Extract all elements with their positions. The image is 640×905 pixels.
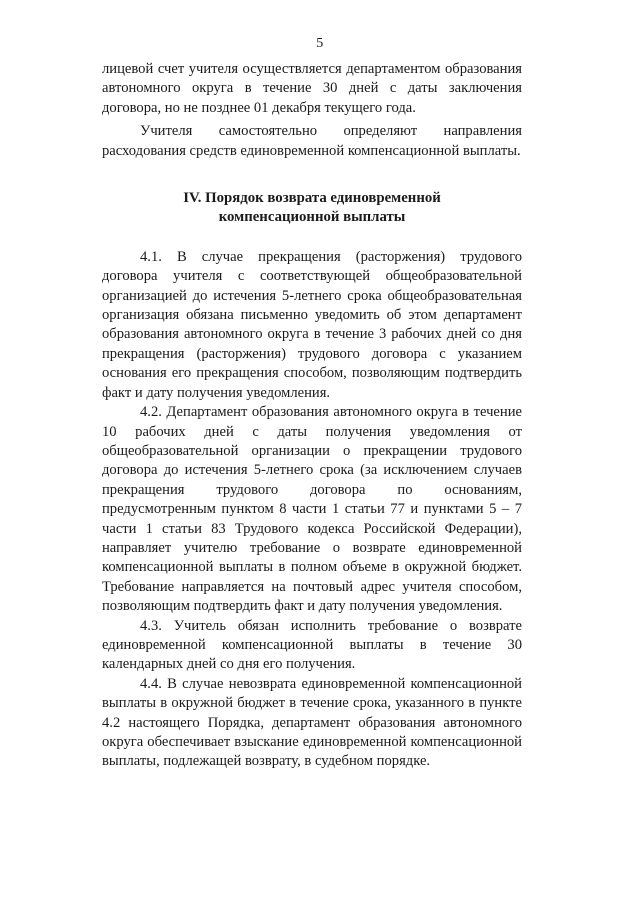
clause-4-3: 4.3. Учитель обязан исполнить требование о возврате единовременной компенсационной выплаты в течение 30 календарных дней со дня его получения. [102,617,522,673]
intro-continuation: лицевой счет учителя осуществляется департаментом образования автономного округа в течение 30 дней с даты заключения договора, но не позднее 01 декабря текущего года. [102,61,522,116]
section-heading [102,189,522,228]
section-title-line-1: IV. Порядок возврата единовременной [183,190,441,207]
page-number: 5 [316,36,324,51]
document-body [102,60,522,772]
clause-4-2: 4.2. Департамент образования автономного округа в течение 10 рабочих дней с даты получения уведомления от общеобразовательной организации о прекращении трудового договора до истечения 5-летнего срока (за исключением случаев прекращения трудового договора по основаниям, предусмотренным пунктом 8 части 1 статьи 77 и пунктами 5 – 7 части 1 статьи 83 Трудового кодекса Российской Федерации), направляет учителю требование о возврате единовременной компенсационной выплаты в полном объеме в окружной бюджет. Требование направляется на почтовый адрес учителя способом, позволяющим подтвердить факт и дату получения уведомления. [102,404,522,615]
section-title-line-2: компенсационной выплаты [218,209,406,226]
intro-paragraph: Учителя самостоятельно определяют направления расходования средств единовременной компенсационной выплаты. [102,123,522,159]
clause-4-1: 4.1. В случае прекращения (расторжения) трудового договора учителя с соответствующей общеобразовательной организацией до истечения 5-летнего срока общеобразовательная организация обязана письменно уведомить об этом департамент образования автономного округа в течение 3 рабочих дней со дня прекращения (расторжения) трудового договора с указанием основания его прекращения способом, позволяющим подтвердить факт и дату получения уведомления. [102,248,522,401]
clause-4-4: 4.4. В случае невозврата единовременной компенсационной выплаты в окружной бюджет в течение срока, указанного в пункте 4.2 настоящего Порядка, департамент образования автономного округа обеспечивает взыскание единовременной компенсационной выплаты, подлежащей возврату, в судебном порядке. [102,675,522,770]
